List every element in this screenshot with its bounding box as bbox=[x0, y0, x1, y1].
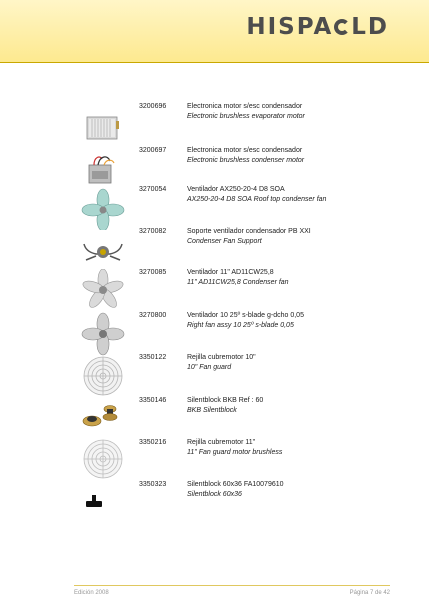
fan-guard-icon bbox=[78, 437, 128, 481]
footer-edition: Edición 2008 bbox=[74, 590, 109, 596]
item-desc-en: 11" Fan guard motor brushless bbox=[187, 449, 283, 456]
item-desc-es: Electronica motor s/esc condensador bbox=[187, 103, 303, 110]
item-desc-es: Soporte ventilador condensador PB XXI bbox=[187, 228, 311, 235]
item-code: 3270054 bbox=[139, 186, 167, 193]
item-desc-en: Silentblock 60x36 bbox=[187, 491, 242, 498]
fan-blade-icon bbox=[78, 269, 128, 313]
fan-support-icon bbox=[78, 230, 128, 274]
item-desc-es: Rejilla cubremotor 11" bbox=[187, 439, 256, 446]
fan-blade-icon bbox=[78, 186, 128, 230]
fan-blade-icon bbox=[78, 312, 128, 356]
list-item bbox=[0, 312, 429, 352]
list-item bbox=[0, 103, 429, 143]
silentblock-foot-icon bbox=[78, 481, 128, 525]
item-desc-en: 11" AD11CW25,8 Condenser fan bbox=[187, 279, 289, 286]
logo-ring-icon bbox=[334, 19, 350, 35]
item-desc-en: BKB Silentblock bbox=[187, 407, 237, 414]
list-item bbox=[0, 481, 429, 521]
silentblock-icon bbox=[78, 395, 128, 439]
item-code: 3350323 bbox=[139, 481, 167, 488]
item-desc-es: Silentblock BKB Ref : 60 bbox=[187, 397, 264, 404]
item-desc-es: Ventilador 10 25º s-blade g-dcho 0,05 bbox=[187, 312, 304, 319]
list-item bbox=[0, 186, 429, 226]
item-desc-es: Ventilador 11" AD11CW25,8 bbox=[187, 269, 274, 276]
item-code: 3350146 bbox=[139, 397, 167, 404]
item-desc-es: Silentblock 60x36 FA10079610 bbox=[187, 481, 284, 488]
item-desc-es: Ventilador AX250-20-4 D8 SOA bbox=[187, 186, 285, 193]
fan-guard-icon bbox=[78, 354, 128, 398]
item-code: 3200696 bbox=[139, 103, 167, 110]
item-desc-en: Condenser Fan Support bbox=[187, 238, 262, 245]
footer-page-number: Página 7 de 42 bbox=[349, 590, 390, 596]
list-item bbox=[0, 397, 429, 437]
item-code: 3350216 bbox=[139, 439, 167, 446]
footer-divider bbox=[74, 585, 390, 586]
list-item bbox=[0, 147, 429, 187]
item-desc-en: Right fan assy 10 25º s-blade 0,05 bbox=[187, 322, 294, 329]
item-code: 3270085 bbox=[139, 269, 167, 276]
item-code: 3270082 bbox=[139, 228, 167, 235]
item-desc-es: Electronica motor s/esc condensador bbox=[187, 147, 303, 154]
item-code: 3200697 bbox=[139, 147, 167, 154]
item-desc-en: Electronic brushless condenser motor bbox=[187, 157, 305, 164]
item-code: 3270800 bbox=[139, 312, 167, 319]
list-item bbox=[0, 269, 429, 309]
list-item bbox=[0, 439, 429, 479]
logo-text-pre: HISPA bbox=[246, 14, 334, 40]
item-desc-en: 10" Fan guard bbox=[187, 364, 232, 371]
item-desc-en: Electronic brushless evaporator motor bbox=[187, 113, 305, 120]
item-code: 3350122 bbox=[139, 354, 167, 361]
brand-logo bbox=[246, 14, 389, 40]
item-desc-es: Rejilla cubremotor 10" bbox=[187, 354, 256, 361]
header-divider bbox=[0, 62, 429, 63]
list-item bbox=[0, 228, 429, 268]
item-desc-en: AX250-20-4 D8 SOA Roof top condenser fan bbox=[187, 196, 327, 203]
controller-box-icon bbox=[78, 107, 128, 151]
list-item bbox=[0, 354, 429, 394]
logo-text-post: LD bbox=[351, 14, 389, 40]
